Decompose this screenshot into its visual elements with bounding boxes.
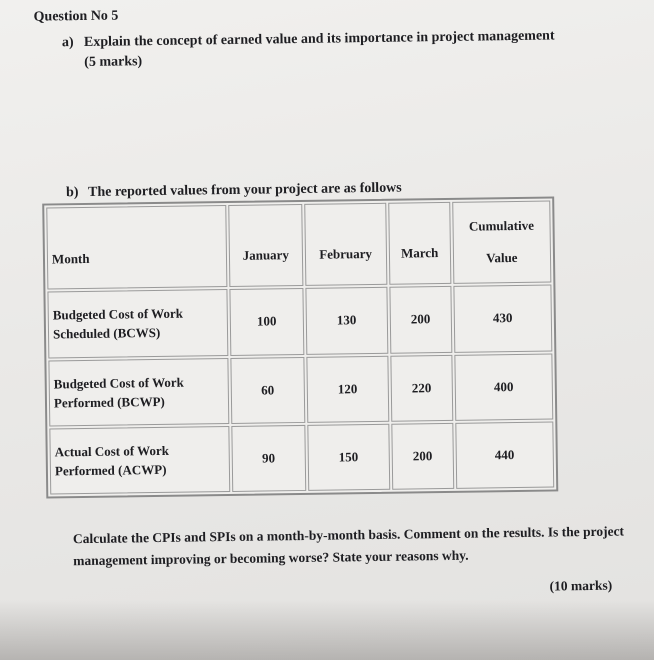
header-month: Month [46,205,227,290]
row-label-line1: Actual Cost of Work [54,442,170,460]
cell-acwp-january: 90 [231,425,306,492]
cell-bcws-march: 200 [389,286,452,353]
part-a-label: a) [61,35,74,51]
row-label-line2: Scheduled (BCWS) [52,325,161,342]
table-row [48,353,553,426]
part-a-marks: (5 marks) [84,54,143,70]
cell-acwp-cumulative: 440 [455,421,554,489]
table-header-row [46,200,551,289]
cell-bcws-january: 100 [229,288,304,355]
row-label-line2: Performed (ACWP) [54,461,167,479]
header-january: January [228,204,303,287]
question-title: Question No 5 [33,8,119,25]
cell-bcwp-cumulative: 400 [454,353,553,421]
part-b-label: b) [65,185,79,201]
row-label-acwp [49,426,230,495]
cell-bcwp-february: 120 [306,355,389,422]
row-label-line1: Budgeted Cost of Work [53,374,184,392]
row-label-bcws [47,289,228,358]
header-march: March [388,202,451,285]
part-b-text: The reported values from your project are as follows [87,180,402,200]
row-label-line1: Budgeted Cost of Work [52,306,184,323]
table-row [47,285,552,358]
project-values-table [42,196,558,498]
row-label-bcwp [48,358,229,427]
cell-bcws-cumulative: 430 [453,285,552,353]
cell-bcws-february: 130 [305,287,388,354]
cell-acwp-february: 150 [307,424,390,491]
calculation-instructions: Calculate the CPIs and SPIs on a month-by-month basis. Comment on the results. Is the project management improving or becoming worse? State your reasons why. [72,523,625,569]
cell-bcwp-january: 60 [230,356,305,423]
row-label-line2: Performed (BCWP) [53,393,165,411]
part-b-marks: (10 marks) [549,577,613,594]
table-row [49,421,554,494]
header-cumulative-line1: Cumulative [468,217,535,234]
header-cumulative-line2: Value [486,249,518,266]
header-february: February [304,203,387,286]
part-a-text: Explain the concept of earned value and its importance in project management [83,28,555,50]
bottom-shadow [0,600,654,660]
header-cumulative-value [452,200,551,284]
cell-bcwp-march: 220 [390,354,453,421]
cell-acwp-march: 200 [391,423,454,490]
